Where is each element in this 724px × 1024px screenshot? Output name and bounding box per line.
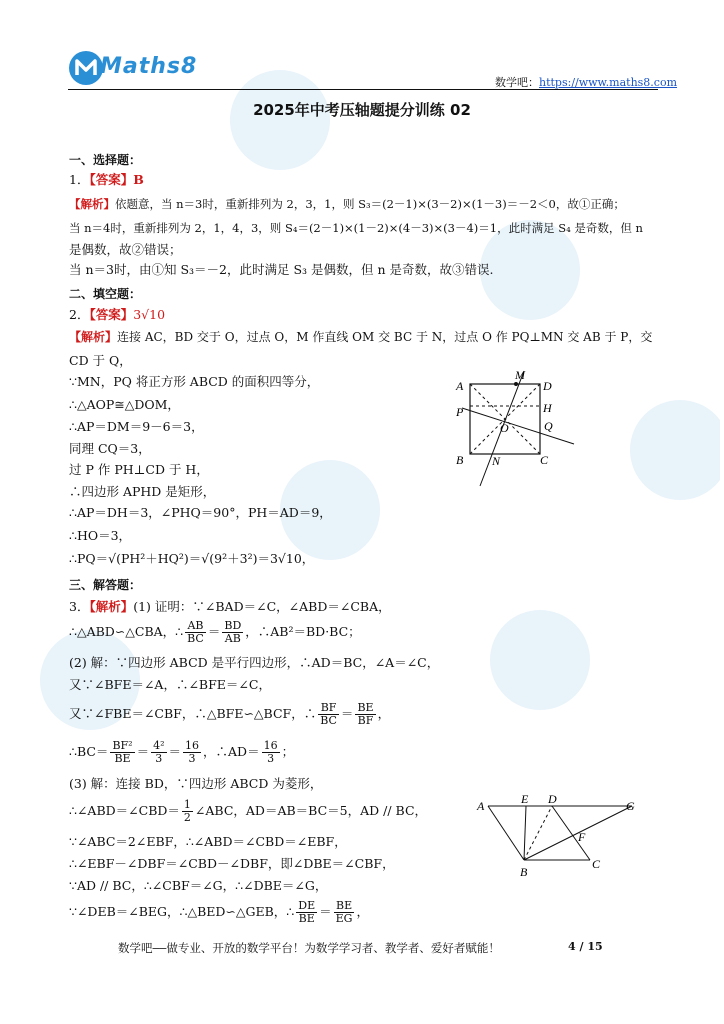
text-line: 连接 AC，BD 交于 O，过点 O，M 作直线 OM 交 BC 于 N，过点 O 作 PQ⊥MN 交 AB 于 P，交 xyxy=(117,330,653,344)
text-span: ， xyxy=(356,904,369,919)
fraction xyxy=(334,900,355,925)
label-f: F xyxy=(578,830,586,844)
label-m: M xyxy=(515,368,525,382)
site-url[interactable]: https://www.maths8.com xyxy=(539,76,678,89)
equals: ＝ xyxy=(207,624,221,639)
fraction xyxy=(182,799,193,824)
text-line: ∵AD // BC，∴∠CBF＝∠G，∴∠DBE＝∠G， xyxy=(69,878,328,893)
equals: ＝ xyxy=(168,744,182,759)
text-line: ∴HO＝3， xyxy=(69,528,132,543)
label-b: B xyxy=(520,865,528,879)
label-a: A xyxy=(456,379,464,393)
figure-rhombus-diagram xyxy=(474,794,644,884)
label-h: H xyxy=(543,401,552,415)
denominator: 2 xyxy=(183,811,191,824)
text-line: (2) 解：∵四边形 ABCD 是平行四边形，∴AD＝BC，∠A＝∠C， xyxy=(69,655,440,670)
question-number: 2． xyxy=(69,307,90,322)
numerator: 16 xyxy=(263,739,278,752)
denominator: AB xyxy=(224,632,241,645)
text-line: CD 于 Q， xyxy=(69,353,132,368)
footer-slogan: 数学吧——做专业、开放的数学平台！为数学学习者、教学者、爱好者赋能！ xyxy=(118,941,500,955)
figure-square-diagram xyxy=(452,366,592,491)
text-span: ∠ABC，AD＝AB＝BC＝5，AD // BC， xyxy=(194,803,428,818)
numerator: DE xyxy=(298,899,316,912)
label-d: D xyxy=(548,794,557,806)
fraction xyxy=(296,900,317,925)
fraction xyxy=(318,702,339,727)
text-span: ∴∠ABD＝∠CBD＝ xyxy=(69,803,180,818)
question-number: 3． xyxy=(69,599,90,614)
denominator: BC xyxy=(320,714,337,727)
text-span: ，∴AB²＝BD·BC； xyxy=(245,624,361,639)
text-line: ∴PQ＝√(PH²＋HQ²)＝√(9²＋3²)＝3√10， xyxy=(69,551,315,566)
point-m xyxy=(514,382,518,386)
fraction xyxy=(262,740,280,765)
analysis-line xyxy=(69,599,391,615)
answer-line xyxy=(69,307,165,323)
header-rule xyxy=(68,89,658,90)
text-span: ∵∠DEB＝∠BEG，∴△BED∽△GEB，∴ xyxy=(69,904,295,919)
answer-tag: 【答案】 xyxy=(89,172,134,187)
segment-ab xyxy=(488,806,524,860)
equals: ＝ xyxy=(319,904,332,919)
text-line: 同理 CQ＝3， xyxy=(69,441,151,456)
answer-line xyxy=(69,172,144,188)
logo-text: Maths8 xyxy=(100,54,198,79)
equals: ＝ xyxy=(136,744,150,759)
maths8-logo-icon xyxy=(68,50,104,86)
denominator: BF xyxy=(357,714,374,727)
text-line xyxy=(69,897,369,927)
label-p: P xyxy=(456,405,464,419)
section-heading: 一、选择题： xyxy=(69,153,142,167)
denominator: BE xyxy=(114,752,131,765)
text-line xyxy=(69,737,294,767)
label-e: E xyxy=(521,794,529,806)
text-span: ∴BC＝ xyxy=(69,744,109,759)
numerator: BE xyxy=(357,701,374,714)
fraction xyxy=(151,740,166,765)
label-q: Q xyxy=(544,419,553,433)
text-line: 过 P 作 PH⊥CD 于 H， xyxy=(69,462,209,477)
text-line: (3) 解：连接 BD，∵四边形 ABCD 为菱形， xyxy=(69,776,323,791)
denominator: BC xyxy=(187,632,204,645)
site-link[interactable] xyxy=(495,74,677,90)
denominator: EG xyxy=(335,912,353,925)
text-span: ∴△ABD∽△CBA，∴ xyxy=(69,624,184,639)
section-heading: 三、解答题： xyxy=(69,578,142,592)
label-a: A xyxy=(477,799,485,813)
numerator: AB xyxy=(185,620,206,633)
fraction xyxy=(355,702,375,727)
text-span: ； xyxy=(281,744,295,759)
text-line: ∴AP＝DH＝3，∠PHQ＝90°，PH＝AD＝9， xyxy=(69,505,332,520)
watermark-logo xyxy=(620,390,720,510)
answer-value: 3√10 xyxy=(133,307,166,322)
answer-tag: 【答案】 xyxy=(89,307,134,322)
text-line: ∴四边形 APHD 是矩形， xyxy=(69,484,216,499)
analysis-tag: 【解析】 xyxy=(69,197,115,211)
site-label: 数学吧： xyxy=(495,76,539,89)
text-line xyxy=(69,796,427,826)
text-line: ∵∠ABC＝2∠EBF，∴∠ABD＝∠CBD＝∠EBF， xyxy=(69,834,347,849)
section-heading: 二、填空题： xyxy=(69,287,142,301)
label-n: N xyxy=(492,454,501,468)
text-line: ∵MN，PQ 将正方形 ABCD 的面积四等分， xyxy=(69,374,320,389)
fraction xyxy=(183,740,201,765)
segment-be xyxy=(524,806,526,860)
numerator: 1 xyxy=(183,798,191,811)
text-line: 又∵∠BFE＝∠A，∴∠BFE＝∠C， xyxy=(69,677,271,692)
equals: ＝ xyxy=(340,706,354,721)
text-span: ， xyxy=(377,706,391,721)
label-c: C xyxy=(540,453,549,467)
text-line xyxy=(69,699,390,729)
text-line: 是偶数，故②错误； xyxy=(69,242,182,257)
label-b: B xyxy=(456,453,464,467)
label-d: D xyxy=(543,379,552,393)
text-line: 当 n＝4时，重新排列为 2，1，4，3，则 S₄＝(2－1)×(1－2)×(4－3)×(3－4)＝1，此时满足 S₄ 是奇数，但 n xyxy=(69,221,643,235)
label-o: O xyxy=(500,421,509,435)
text-line xyxy=(69,617,361,647)
denominator: 3 xyxy=(188,752,196,765)
numerator: BD xyxy=(224,619,242,632)
numerator: BF xyxy=(318,702,339,715)
line-pq xyxy=(462,408,574,444)
fraction xyxy=(185,620,206,645)
text-line: (1) 证明：∵∠BAD＝∠C，∠ABD＝∠CBA， xyxy=(133,599,391,614)
denominator: 3 xyxy=(267,752,275,765)
numerator: 4² xyxy=(153,739,165,752)
label-c: C xyxy=(592,857,601,871)
denominator: BE xyxy=(298,912,315,925)
numerator: 16 xyxy=(185,739,200,752)
numerator: BE xyxy=(334,900,355,913)
segment-bd xyxy=(524,806,552,860)
numerator: BF² xyxy=(112,739,133,752)
analysis-tag: 【解析】 xyxy=(89,599,134,614)
text-line: 当 n＝3时，由①知 S₃＝－2，此时满足 S₃ 是偶数，但 n 是奇数，故③错误. xyxy=(69,262,494,277)
text-line: ∴△AOP≅△DOM， xyxy=(69,397,180,412)
analysis-tag: 【解析】 xyxy=(69,330,118,344)
fraction xyxy=(222,620,243,645)
answer-value: B xyxy=(133,172,144,187)
page-title: 2025年中考压轴题提分训练 02 xyxy=(253,101,471,119)
page-number: 4 / 15 xyxy=(568,940,603,953)
text-span: 又∵∠FBE＝∠CBF，∴△BFE∽△BCF，∴ xyxy=(69,706,317,721)
denominator: 3 xyxy=(155,752,163,765)
analysis-line xyxy=(69,196,625,212)
question-number: 1． xyxy=(69,172,90,187)
fraction xyxy=(110,740,134,765)
text-line: ∴∠EBF－∠DBF＝∠CBD－∠DBF，即∠DBE＝∠CBF， xyxy=(69,856,395,871)
text-line: 依题意，当 n＝3时，重新排列为 2，3，1，则 S₃＝(2－1)×(3－2)×(1－3)＝－2＜0，故①正确； xyxy=(115,197,625,211)
analysis-line xyxy=(69,329,652,345)
text-span: ，∴AD＝ xyxy=(203,744,260,759)
watermark-logo xyxy=(220,60,340,180)
watermark-logo xyxy=(480,600,600,720)
label-g: G xyxy=(626,799,635,813)
text-line: ∴AP＝DM＝9－6＝3， xyxy=(69,419,204,434)
